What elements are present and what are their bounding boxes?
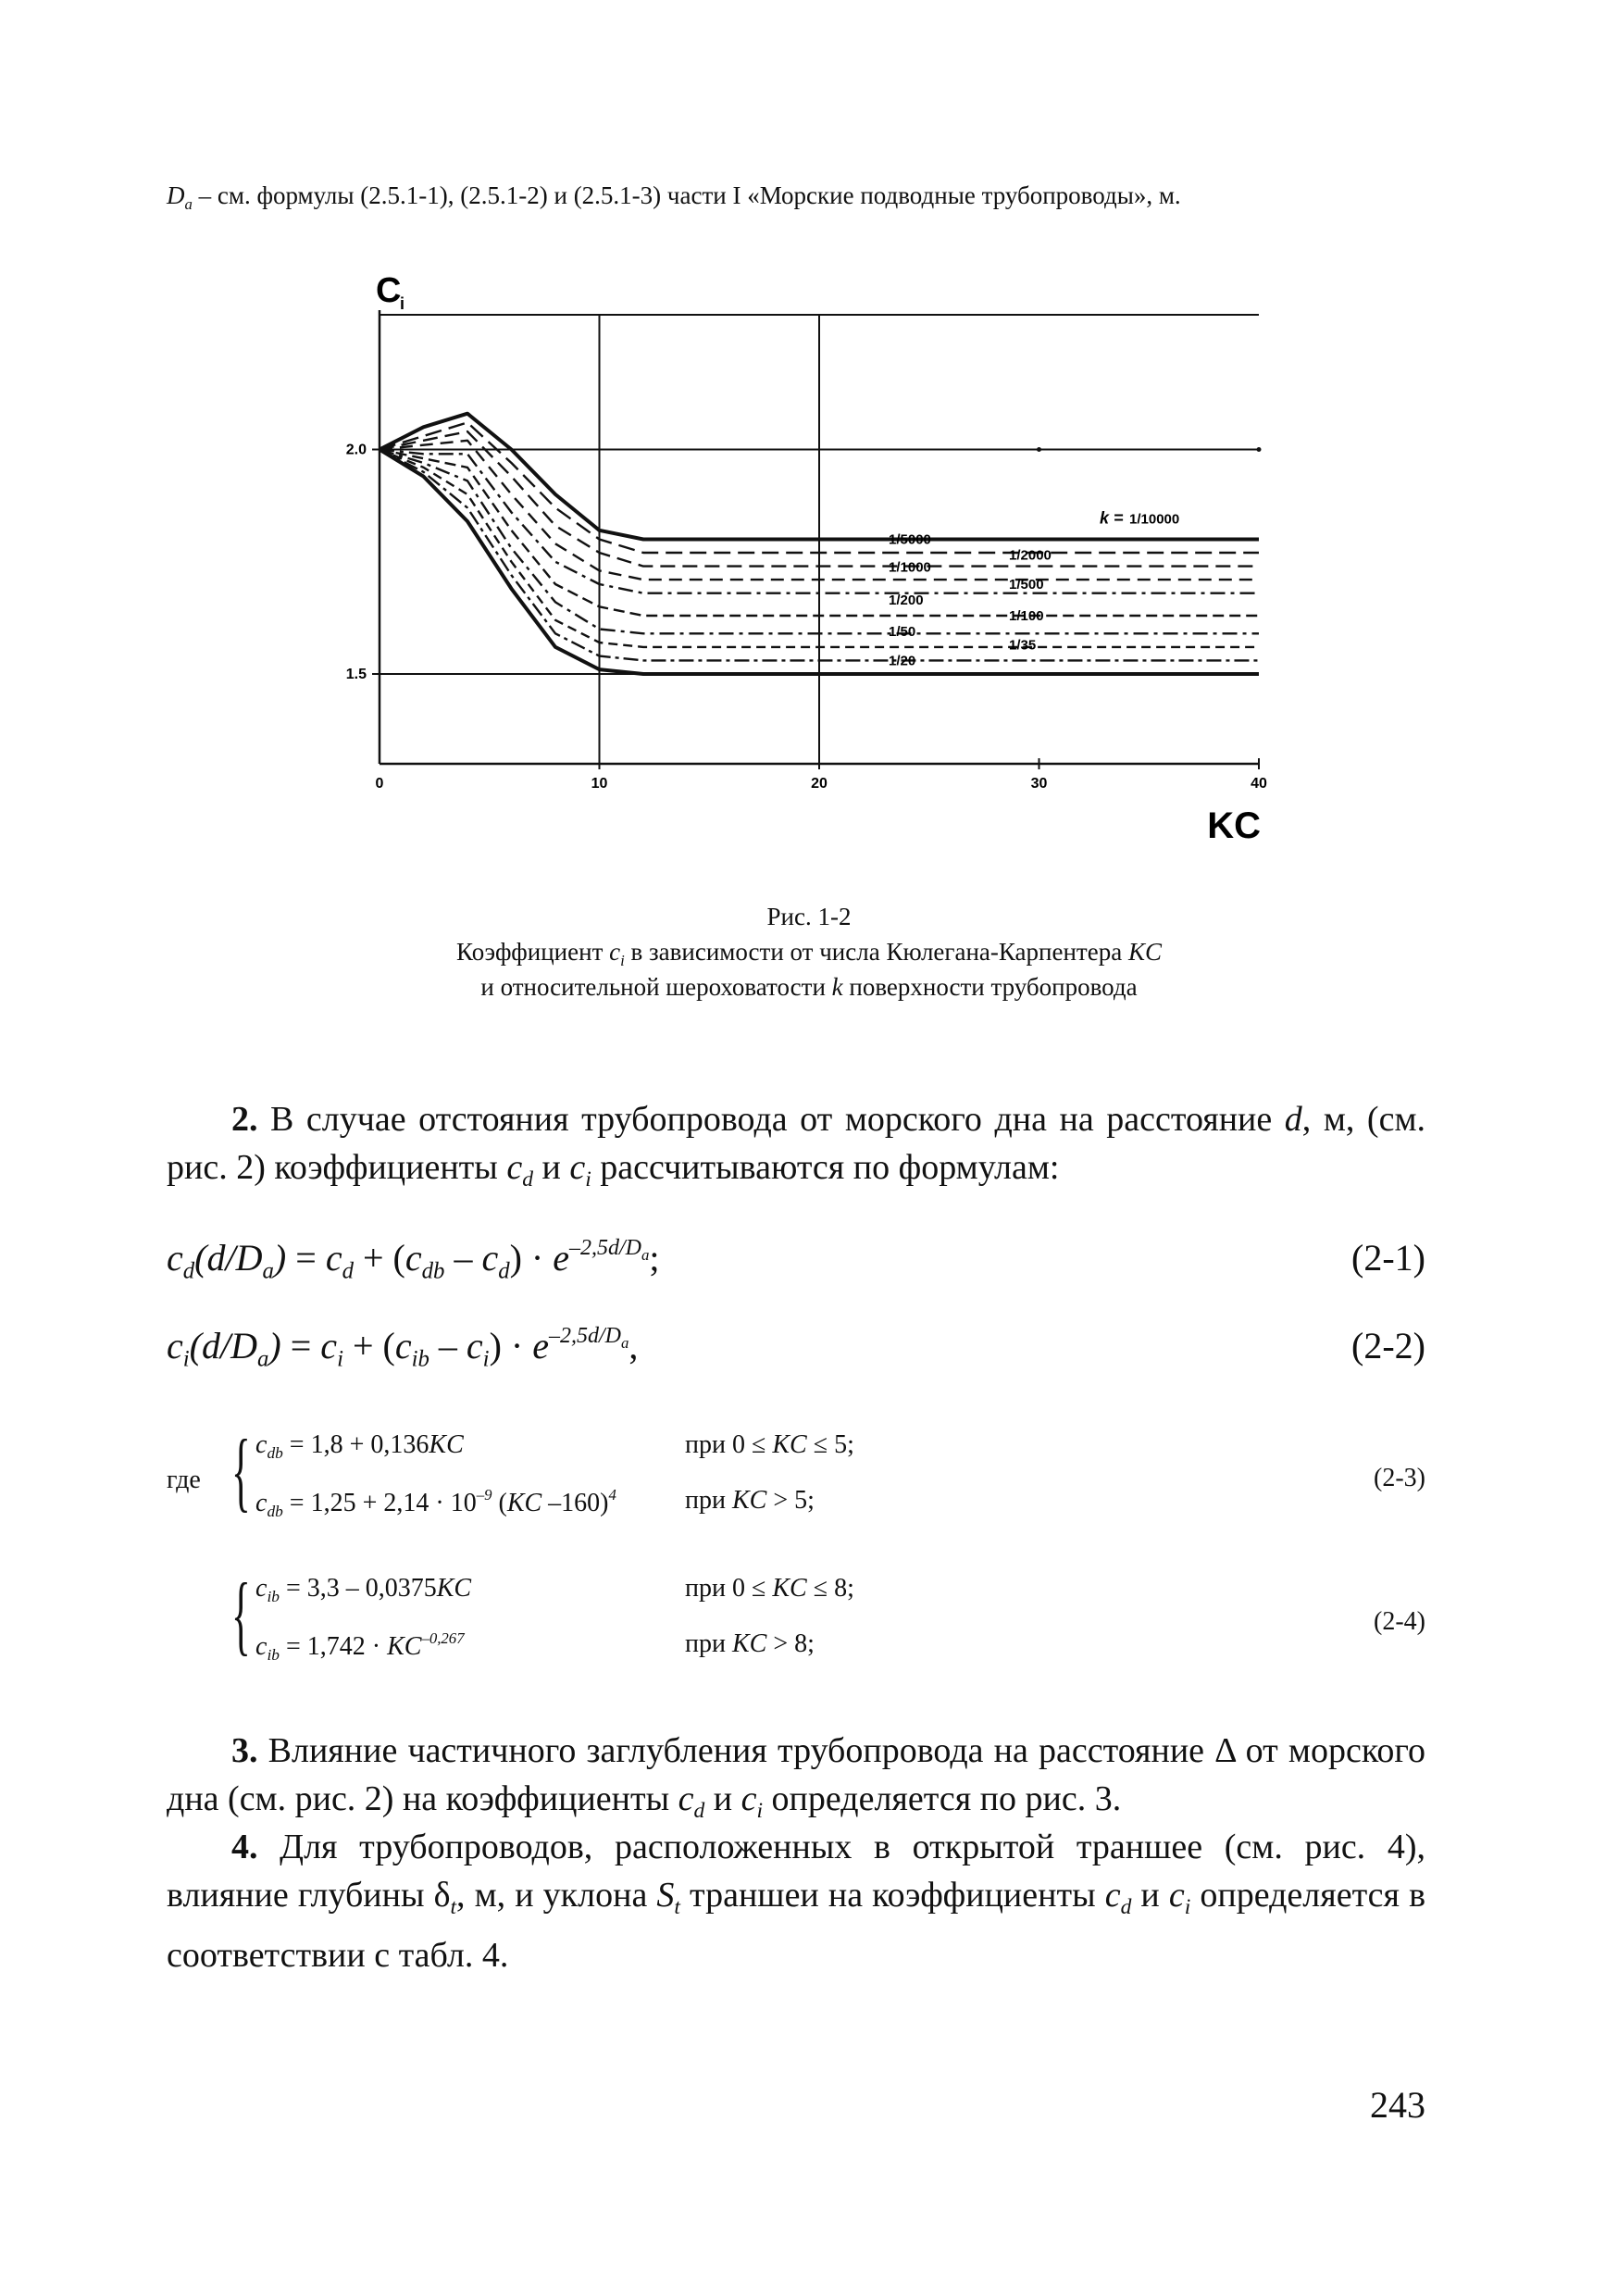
- para4-text1: Для трубопроводов, расположенных в открытой траншее (см. рис. 4), влияние глубины δ: [167, 1828, 1425, 1915]
- curve-label-1-100: 1/100: [1009, 607, 1044, 624]
- para4-text3: траншеи на коэффициенты: [679, 1876, 1105, 1915]
- x-tick-label-3: 30: [1030, 776, 1048, 792]
- caption-k: k: [831, 973, 843, 1001]
- x-axis-label: KC: [1207, 805, 1261, 842]
- equation-2-4-number: (2-4): [1374, 1607, 1425, 1636]
- equation-2-3-number: (2-3): [1374, 1464, 1425, 1492]
- curve-label-1-200: 1/200: [889, 592, 924, 608]
- figure-caption-line2: [0, 938, 1618, 970]
- para2-d: d: [1284, 1100, 1302, 1139]
- x-tick-label-1: 10: [591, 776, 608, 792]
- curve-label-1-5000: 1/5000: [889, 531, 931, 548]
- para2-number: 2.: [231, 1100, 258, 1139]
- equation-2-1-body: $c_d(d/D_a) = c_d + (c_{db} - c_d) \cdot e^{-2,5d/D_a}$;: [167, 1236, 660, 1284]
- left-brace: {: [231, 1565, 251, 1664]
- para2-text3: и: [532, 1148, 570, 1187]
- para4-text2: , м, и уклона: [456, 1876, 657, 1915]
- caption-kc: KC: [1127, 938, 1162, 966]
- eq-2-3-row2: $c_{db} = 1,25 + 2,14 \cdot 10^{-9}$ (KC –160)$^4$: [255, 1486, 616, 1520]
- y-axis-label: C: [376, 271, 402, 310]
- para3-text1: Влияние частичного заглубления трубопровода на расстояние Δ от морского дна (см. рис. 2) на коэффициенты: [167, 1731, 1425, 1818]
- y-tick-label-0: 2.0: [345, 442, 367, 458]
- curve-label-1-50: 1/50: [889, 623, 916, 640]
- para2-text1: В случае отстояния трубопровода от морского дна на расстояние: [257, 1100, 1285, 1139]
- para4-number: 4.: [231, 1828, 258, 1866]
- paragraph-2: [167, 1095, 1425, 1204]
- caption-text-c: и относительной шероховатости: [480, 973, 832, 1001]
- eq-2-4-cond2: при KC > 8;: [685, 1629, 815, 1658]
- curve-label-1-500: 1/500: [1009, 576, 1044, 593]
- caption-ci-sub: i: [620, 951, 625, 969]
- para2-text4: рассчитываются по формулам:: [591, 1148, 1060, 1187]
- para4-delta-sub: t: [450, 1895, 457, 1920]
- gde-label: где: [167, 1466, 201, 1494]
- caption-text-d: поверхности трубопровода: [842, 973, 1138, 1001]
- left-brace: {: [231, 1421, 251, 1520]
- ci-vs-kc-chart: [305, 268, 1287, 842]
- para4-text4: определяется в соответствии с табл. 4.: [167, 1876, 1426, 1976]
- eq-2-3-cond1: при 0 ≤ KC ≤ 5;: [685, 1430, 854, 1459]
- caption-text-a: Коэффициент: [456, 938, 610, 966]
- equation-2-2-number: (2-2): [1351, 1325, 1425, 1366]
- para4-S: S: [656, 1876, 675, 1915]
- paragraph-3: 3. Влияние частичного заглубления трубопровода на расстояние Δ от морского дна (см. рис. 2) на коэффициенты $c_d$ и $c_i$ определяется по рис. 3.: [167, 1731, 1425, 1824]
- dot-mark-1: [1257, 447, 1262, 452]
- caption-ci: c: [609, 938, 621, 966]
- equation-2-2: [167, 1324, 1425, 1379]
- para4-S-sub: t: [674, 1895, 680, 1920]
- para3-text2: определяется по рис. 3.: [763, 1779, 1122, 1818]
- para2-ci-sub: i: [585, 1167, 591, 1192]
- figure-caption-line3: [0, 973, 1618, 1002]
- y-axis-label-sub: i: [400, 294, 405, 313]
- equation-2-2-body: $c_i(d/D_a) = c_i + (c_{ib} - c_i) \cdot e^{-2,5d/D_a}$,: [167, 1324, 639, 1372]
- curve-label-1-1000: 1/1000: [889, 559, 931, 576]
- header-symbol: D: [167, 181, 185, 209]
- y-tick-label-1: 1.5: [345, 667, 367, 682]
- curve-label-1-20: 1/20: [889, 653, 916, 669]
- equation-2-1: [167, 1236, 1425, 1292]
- k-label: k =: [1100, 508, 1124, 528]
- header-text: – см. формулы (2.5.1-1), (2.5.1-2) и (2.5.1-3) части I «Морские подводные трубопроводы», м.: [192, 181, 1181, 209]
- eq-2-4-row2: $c_{ib} = 1,742 \cdot KC^{-0,267}$: [255, 1629, 465, 1664]
- curve-label-1-2000: 1/2000: [1009, 547, 1052, 564]
- curve-label-1-35: 1/35: [1009, 637, 1037, 654]
- eq-2-4-row1: $c_{ib} = 3,3 - 0,0375KC$: [255, 1574, 472, 1606]
- dot-mark-0: [1037, 447, 1041, 452]
- equation-2-3: [167, 1421, 1425, 1523]
- figure-caption-number: Рис. 1-2: [766, 903, 852, 930]
- eq-2-4-cond1: при 0 ≤ KC ≤ 8;: [685, 1574, 854, 1603]
- eq-2-3-cond2: при KC > 5;: [685, 1486, 815, 1515]
- eq-2-3-row1: $c_{db} = 1,8 + 0,136KC$: [255, 1430, 464, 1463]
- equation-2-4: [167, 1565, 1425, 1666]
- page-number: 243: [1370, 2084, 1425, 2126]
- x-tick-label-4: 40: [1251, 776, 1267, 792]
- para2-cd: c: [506, 1148, 523, 1187]
- para2-ci: c: [569, 1148, 586, 1187]
- curve-label-1-10000: 1/10000: [1129, 511, 1180, 528]
- para2-text2: , м, (см. рис. 2) коэффициенты: [167, 1100, 1425, 1187]
- para2-cd-sub: d: [522, 1167, 533, 1192]
- x-tick-label-2: 20: [811, 776, 828, 792]
- header-line: [167, 181, 1181, 214]
- paragraph-4: 4. Для трубопроводов, расположенных в открытой траншее (см. рис. 4), влияние глубины $\delta_t$, м, и уклона $S_t$ траншеи на коэффициенты $c_d$ и $c_i$ определяется в соответствии с табл. 4.: [167, 1828, 1426, 1976]
- header-symbol-sub: a: [184, 194, 193, 213]
- para3-number: 3.: [231, 1731, 258, 1770]
- x-tick-label-0: 0: [375, 776, 384, 792]
- chart-labels: [346, 271, 1267, 842]
- equation-2-1-number: (2-1): [1351, 1237, 1425, 1279]
- caption-text-b: в зависимости от числа Кюлегана-Карпентера: [624, 938, 1128, 966]
